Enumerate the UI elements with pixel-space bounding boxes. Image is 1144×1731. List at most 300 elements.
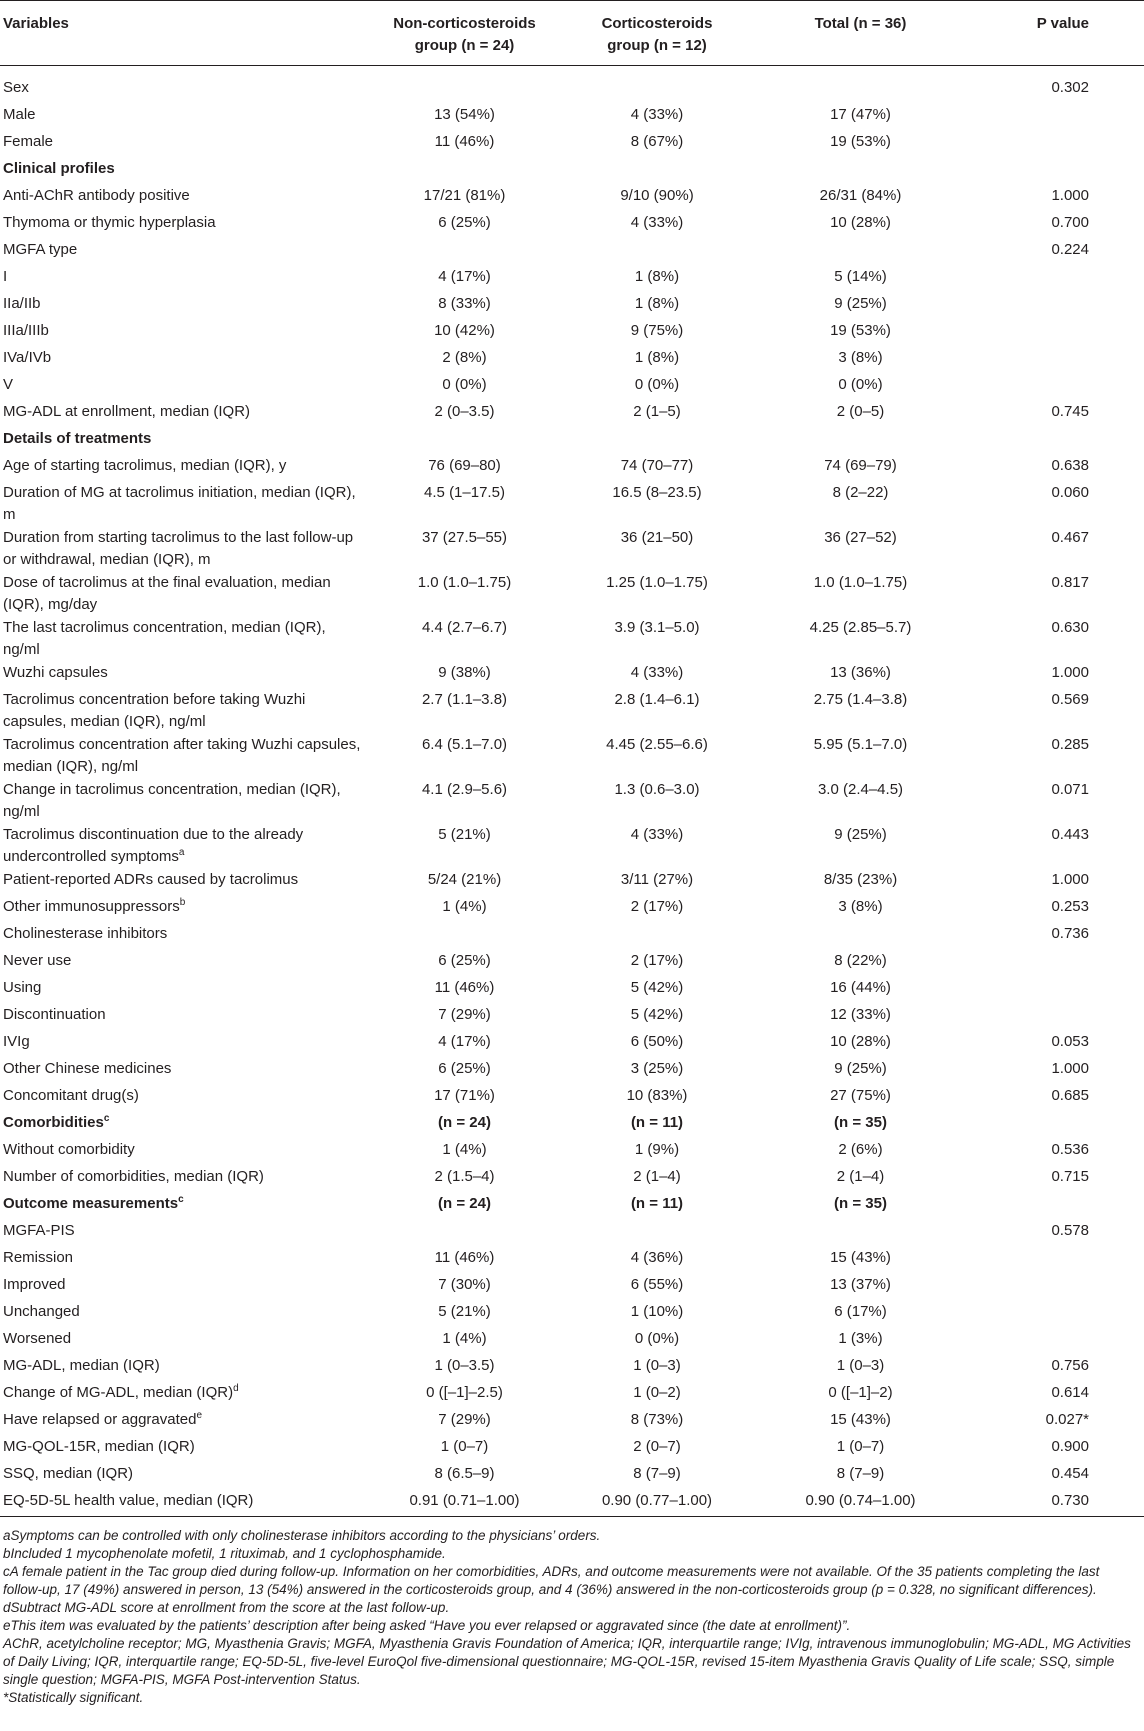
total-cell xyxy=(757,1246,964,1273)
corticosteroids-cell-text: 10 (83%) xyxy=(626,1087,688,1104)
total-cell-text: 5.95 (5.1–7.0) xyxy=(813,736,908,753)
variable-cell-text: Tacrolimus discontinuation due to the already undercontrolled symptoms xyxy=(3,826,304,865)
corticosteroids-cell-text: 4 (33%) xyxy=(630,664,684,681)
p-value-cell-text: 0.253 xyxy=(1051,898,1089,915)
p-value-cell xyxy=(964,733,1144,778)
total-cell xyxy=(757,1327,964,1354)
non-corticosteroids-cell xyxy=(372,1246,557,1273)
total-cell-text: 15 (43%) xyxy=(830,1411,891,1428)
corticosteroids-cell-text: (n = 11) xyxy=(630,1195,684,1212)
non-corticosteroids-cell-text: 1 (0–3.5) xyxy=(434,1357,495,1374)
non-corticosteroids-cell xyxy=(372,1111,557,1138)
corticosteroids-cell-text: 2 (17%) xyxy=(630,898,684,915)
non-corticosteroids-cell-text: 6 (25%) xyxy=(438,952,491,969)
non-corticosteroids-cell-text: 5 (21%) xyxy=(438,1303,491,1320)
p-value-cell xyxy=(964,1327,1144,1354)
footnote-marker: c xyxy=(103,1113,110,1124)
total-cell xyxy=(757,1489,964,1517)
non-corticosteroids-cell xyxy=(372,1057,557,1084)
corticosteroids-cell xyxy=(557,454,757,481)
variable-cell xyxy=(0,1084,372,1111)
table-row xyxy=(0,373,1144,400)
variable-cell-text: The last tacrolimus concentration, median (IQR), ng/ml xyxy=(3,619,326,658)
table-row xyxy=(0,1030,1144,1057)
non-corticosteroids-cell-text: 0 (0%) xyxy=(442,376,487,393)
total-cell xyxy=(757,1273,964,1300)
total-cell-text: 1 (0–3) xyxy=(836,1357,885,1374)
total-cell-text: 17 (47%) xyxy=(830,106,891,123)
total-cell xyxy=(757,688,964,733)
non-corticosteroids-cell xyxy=(372,778,557,823)
non-corticosteroids-cell xyxy=(372,427,557,454)
p-value-cell xyxy=(964,265,1144,292)
non-corticosteroids-cell xyxy=(372,1327,557,1354)
variable-cell-text: Change of MG-ADL, median (IQR) xyxy=(3,1384,234,1401)
variable-cell xyxy=(0,157,372,184)
total-cell-text: 8/35 (23%) xyxy=(823,871,898,888)
table-row xyxy=(0,346,1144,373)
non-corticosteroids-cell xyxy=(372,949,557,976)
total-cell-text: 13 (36%) xyxy=(830,664,891,681)
footnote-line: aSymptoms can be controlled with only cholinesterase inhibitors according to the physicians’ orders. xyxy=(3,1528,601,1543)
corticosteroids-cell xyxy=(557,1084,757,1111)
corticosteroids-cell-text: 5 (42%) xyxy=(630,979,684,996)
corticosteroids-cell-text: 0 (0%) xyxy=(634,1330,680,1347)
table-row xyxy=(0,76,1144,103)
table-row xyxy=(0,1300,1144,1327)
variable-cell xyxy=(0,895,372,922)
table-row xyxy=(0,481,1144,526)
total-cell-text: 2 (1–4) xyxy=(836,1168,885,1185)
corticosteroids-cell-text: 1 (9%) xyxy=(634,1141,680,1158)
non-corticosteroids-cell-text: 4.4 (2.7–6.7) xyxy=(421,619,508,636)
variable-cell-text: Female xyxy=(3,133,54,150)
non-corticosteroids-cell-text: 4.1 (2.9–5.6) xyxy=(421,781,508,798)
variable-cell-text: Concomitant drug(s) xyxy=(3,1087,139,1104)
corticosteroids-cell xyxy=(557,1354,757,1381)
total-cell xyxy=(757,1084,964,1111)
p-value-cell xyxy=(964,292,1144,319)
total-cell-text: 10 (28%) xyxy=(830,214,891,231)
non-corticosteroids-cell xyxy=(372,1435,557,1462)
variable-cell-text: Sex xyxy=(3,79,29,96)
table-row xyxy=(0,211,1144,238)
non-corticosteroids-cell-text: (n = 24) xyxy=(438,1195,491,1212)
corticosteroids-cell-text: 4 (33%) xyxy=(630,826,684,843)
variable-cell xyxy=(0,1462,372,1489)
corticosteroids-cell-text: 2.8 (1.4–6.1) xyxy=(614,691,700,708)
variable-cell-text: Other immunosuppressors xyxy=(3,898,180,915)
corticosteroids-cell xyxy=(557,733,757,778)
p-value-cell xyxy=(964,1219,1144,1246)
variable-cell xyxy=(0,427,372,454)
table-row xyxy=(0,292,1144,319)
footnote-line: *Statistically significant. xyxy=(3,1690,144,1705)
total-cell xyxy=(757,1030,964,1057)
corticosteroids-cell-text: 8 (67%) xyxy=(630,133,684,150)
total-cell-text: 12 (33%) xyxy=(830,1006,891,1023)
non-corticosteroids-cell xyxy=(372,1489,557,1517)
variable-cell xyxy=(0,1300,372,1327)
corticosteroids-cell-text: 1 (8%) xyxy=(634,268,680,285)
table-row xyxy=(0,1246,1144,1273)
footnote-line: eThis item was evaluated by the patients’ description after being asked “Have you ever relapsed or aggravated since (the date at enrollment)”. xyxy=(3,1618,851,1633)
variable-cell-text: MG-ADL, median (IQR) xyxy=(3,1357,160,1374)
total-cell-text: 1 (3%) xyxy=(838,1330,883,1347)
table-row xyxy=(0,1003,1144,1030)
non-corticosteroids-cell-text: 37 (27.5–55) xyxy=(421,529,508,546)
variable-cell-text: Remission xyxy=(3,1249,74,1266)
corticosteroids-cell xyxy=(557,823,757,868)
p-value-cell xyxy=(964,184,1144,211)
p-value-cell xyxy=(964,130,1144,157)
corticosteroids-cell xyxy=(557,1462,757,1489)
total-cell xyxy=(757,868,964,895)
total-cell xyxy=(757,481,964,526)
total-cell-text: 8 (22%) xyxy=(834,952,887,969)
total-cell xyxy=(757,400,964,427)
non-corticosteroids-cell xyxy=(372,1219,557,1246)
total-cell xyxy=(757,1354,964,1381)
p-value-cell xyxy=(964,346,1144,373)
p-value-cell xyxy=(964,157,1144,184)
total-cell-text: 9 (25%) xyxy=(834,826,887,843)
corticosteroids-cell xyxy=(557,1111,757,1138)
variable-cell xyxy=(0,481,372,526)
total-cell-text: 26/31 (84%) xyxy=(819,187,902,204)
corticosteroids-cell xyxy=(557,481,757,526)
p-value-cell-text: 0.053 xyxy=(1051,1033,1089,1050)
corticosteroids-cell xyxy=(557,949,757,976)
p-value-cell xyxy=(964,922,1144,949)
p-value-cell-text: 0.467 xyxy=(1051,529,1089,546)
corticosteroids-cell-text: 4 (36%) xyxy=(630,1249,684,1266)
corticosteroids-cell xyxy=(557,292,757,319)
total-cell-text: 9 (25%) xyxy=(834,1060,887,1077)
variable-cell xyxy=(0,778,372,823)
p-value-cell xyxy=(964,1300,1144,1327)
variable-cell xyxy=(0,265,372,292)
non-corticosteroids-cell-text: 1 (4%) xyxy=(442,1141,487,1158)
variable-cell xyxy=(0,526,372,571)
p-value-cell-text: 0.454 xyxy=(1051,1465,1089,1482)
corticosteroids-cell-text: 9/10 (90%) xyxy=(620,187,694,204)
corticosteroids-cell xyxy=(557,1327,757,1354)
corticosteroids-cell-text: 1 (0–3) xyxy=(633,1357,681,1374)
p-value-cell xyxy=(964,526,1144,571)
table-row xyxy=(0,1408,1144,1435)
total-cell xyxy=(757,184,964,211)
variable-cell xyxy=(0,1111,372,1138)
non-corticosteroids-cell-text: 1 (4%) xyxy=(442,898,487,915)
variable-cell-text: SSQ, median (IQR) xyxy=(3,1465,134,1482)
total-cell-text: 3 (8%) xyxy=(838,349,883,366)
corticosteroids-cell-text: 3/11 (27%) xyxy=(620,871,694,888)
non-corticosteroids-cell xyxy=(372,211,557,238)
p-value-cell-text: 0.736 xyxy=(1051,925,1089,942)
non-corticosteroids-cell xyxy=(372,454,557,481)
corticosteroids-cell xyxy=(557,373,757,400)
total-cell-text: 10 (28%) xyxy=(830,1033,891,1050)
non-corticosteroids-cell-text: 0.91 (0.71–1.00) xyxy=(409,1492,520,1509)
variable-cell-text: Patient-reported ADRs caused by tacrolimus xyxy=(3,871,299,888)
p-value-cell xyxy=(964,1354,1144,1381)
total-cell xyxy=(757,211,964,238)
total-cell-text: 6 (17%) xyxy=(834,1303,887,1320)
p-value-cell-text: 0.900 xyxy=(1051,1438,1089,1455)
non-corticosteroids-cell xyxy=(372,688,557,733)
p-value-cell-text: 0.569 xyxy=(1051,691,1089,708)
non-corticosteroids-cell-text: 9 (38%) xyxy=(438,664,491,681)
non-corticosteroids-cell xyxy=(372,571,557,616)
variable-cell xyxy=(0,1381,372,1408)
corticosteroids-cell xyxy=(557,1300,757,1327)
variable-cell xyxy=(0,400,372,427)
non-corticosteroids-cell-text: 6.4 (5.1–7.0) xyxy=(421,736,508,753)
table-row xyxy=(0,823,1144,868)
variable-cell-text: Improved xyxy=(3,1276,66,1293)
corticosteroids-cell xyxy=(557,238,757,265)
non-corticosteroids-cell-text: 11 (46%) xyxy=(434,979,495,996)
p-value-cell xyxy=(964,1246,1144,1273)
non-corticosteroids-cell-text: 2 (1.5–4) xyxy=(434,1168,495,1185)
corticosteroids-cell xyxy=(557,1408,757,1435)
p-value-cell xyxy=(964,373,1144,400)
variable-cell-text: MG-ADL at enrollment, median (IQR) xyxy=(3,403,251,420)
total-cell xyxy=(757,1435,964,1462)
total-cell-text: 15 (43%) xyxy=(830,1249,891,1266)
variable-cell-text: Other Chinese medicines xyxy=(3,1060,172,1077)
total-cell xyxy=(757,1462,964,1489)
table-row xyxy=(0,1138,1144,1165)
p-value-cell-text: 0.443 xyxy=(1051,826,1089,843)
variable-cell xyxy=(0,76,372,103)
variable-cell xyxy=(0,571,372,616)
corticosteroids-cell-text: 2 (1–4) xyxy=(633,1168,681,1185)
p-value-cell xyxy=(964,1057,1144,1084)
corticosteroids-cell-text: 16.5 (8–23.5) xyxy=(612,484,702,501)
table-row xyxy=(0,400,1144,427)
variable-cell xyxy=(0,823,372,868)
non-corticosteroids-cell xyxy=(372,823,557,868)
non-corticosteroids-cell xyxy=(372,346,557,373)
variable-cell xyxy=(0,373,372,400)
p-value-cell xyxy=(964,1381,1144,1408)
total-cell-text: 74 (69–79) xyxy=(824,457,897,474)
p-value-cell xyxy=(964,1273,1144,1300)
corticosteroids-cell-text: 9 (75%) xyxy=(630,322,684,339)
table-row xyxy=(0,1192,1144,1219)
total-cell xyxy=(757,1408,964,1435)
corticosteroids-cell-text: 1 (8%) xyxy=(634,349,680,366)
p-value-cell-text: 0.224 xyxy=(1051,241,1089,258)
non-corticosteroids-cell xyxy=(372,1462,557,1489)
p-value-cell-text: 1.000 xyxy=(1051,187,1089,204)
corticosteroids-cell-text: 36 (21–50) xyxy=(620,529,694,546)
total-cell-text: 9 (25%) xyxy=(834,295,887,312)
corticosteroids-cell-text: 0 (0%) xyxy=(634,376,680,393)
corticosteroids-cell xyxy=(557,1003,757,1030)
corticosteroids-cell xyxy=(557,1435,757,1462)
variable-cell xyxy=(0,1435,372,1462)
non-corticosteroids-cell-text: 6 (25%) xyxy=(438,1060,491,1077)
variable-cell xyxy=(0,1057,372,1084)
total-cell xyxy=(757,454,964,481)
footnote-marker: d xyxy=(233,1383,239,1394)
corticosteroids-cell xyxy=(557,400,757,427)
variable-cell-text: Duration of MG at tacrolimus initiation, median (IQR), m xyxy=(3,484,356,523)
total-cell xyxy=(757,1192,964,1219)
non-corticosteroids-cell-text: 11 (46%) xyxy=(434,133,495,150)
table-row xyxy=(0,733,1144,778)
total-cell-text: 19 (53%) xyxy=(830,322,891,339)
corticosteroids-cell xyxy=(557,571,757,616)
p-value-cell-text: 0.060 xyxy=(1051,484,1089,501)
variable-cell-text: Anti-AChR antibody positive xyxy=(3,187,190,204)
table-body xyxy=(0,66,1144,1517)
total-cell xyxy=(757,76,964,103)
corticosteroids-cell xyxy=(557,346,757,373)
variable-cell xyxy=(0,868,372,895)
p-value-cell xyxy=(964,868,1144,895)
non-corticosteroids-cell-text: 2 (0–3.5) xyxy=(434,403,495,420)
total-cell xyxy=(757,292,964,319)
variable-cell xyxy=(0,688,372,733)
corticosteroids-cell-text: 1 (8%) xyxy=(634,295,680,312)
non-corticosteroids-cell xyxy=(372,481,557,526)
non-corticosteroids-cell xyxy=(372,1138,557,1165)
total-cell-text: 19 (53%) xyxy=(830,133,891,150)
corticosteroids-cell-text: 8 (73%) xyxy=(630,1411,684,1428)
total-cell xyxy=(757,346,964,373)
total-cell-text: 2.75 (1.4–3.8) xyxy=(813,691,908,708)
non-corticosteroids-cell xyxy=(372,130,557,157)
corticosteroids-cell xyxy=(557,130,757,157)
variable-cell xyxy=(0,976,372,1003)
p-value-cell xyxy=(964,895,1144,922)
footnote-line: dSubtract MG-ADL score at enrollment from the score at the last follow-up. xyxy=(3,1600,450,1615)
non-corticosteroids-cell xyxy=(372,1192,557,1219)
table-row xyxy=(0,895,1144,922)
non-corticosteroids-cell xyxy=(372,238,557,265)
footnote-marker: a xyxy=(178,847,185,858)
corticosteroids-cell xyxy=(557,265,757,292)
variable-cell-text: Without comorbidity xyxy=(3,1141,135,1158)
variable-cell-text: Number of comorbidities, median (IQR) xyxy=(3,1168,264,1185)
total-cell xyxy=(757,778,964,823)
total-cell-text: 2 (6%) xyxy=(838,1141,883,1158)
corticosteroids-cell xyxy=(557,526,757,571)
total-cell xyxy=(757,427,964,454)
table-row xyxy=(0,319,1144,346)
p-value-cell xyxy=(964,1165,1144,1192)
variable-cell-text: MGFA type xyxy=(3,241,78,258)
total-cell-text: 0 ([–1]–2) xyxy=(828,1384,893,1401)
p-value-cell xyxy=(964,1003,1144,1030)
table-row xyxy=(0,1327,1144,1354)
corticosteroids-cell-text: 6 (55%) xyxy=(630,1276,684,1293)
table-row xyxy=(0,130,1144,157)
non-corticosteroids-cell xyxy=(372,265,557,292)
table-header xyxy=(0,1,1144,66)
table-row xyxy=(0,526,1144,571)
corticosteroids-cell-text: 2 (0–7) xyxy=(633,1438,681,1455)
variable-cell-text: I xyxy=(3,268,8,285)
p-value-cell-text: 0.700 xyxy=(1051,214,1089,231)
non-corticosteroids-cell xyxy=(372,526,557,571)
corticosteroids-cell xyxy=(557,616,757,661)
total-cell xyxy=(757,976,964,1003)
header-non-corticosteroids xyxy=(372,1,557,66)
corticosteroids-cell-text: 8 (7–9) xyxy=(633,1465,681,1482)
non-corticosteroids-cell xyxy=(372,1354,557,1381)
total-cell xyxy=(757,319,964,346)
p-value-cell xyxy=(964,427,1144,454)
p-value-cell-text: 0.745 xyxy=(1051,403,1089,420)
non-corticosteroids-cell-text: 4.5 (1–17.5) xyxy=(424,484,505,501)
table-row xyxy=(0,157,1144,184)
table-row xyxy=(0,103,1144,130)
variable-cell-text: IVIg xyxy=(3,1033,30,1050)
variable-cell-text: Comorbidities xyxy=(3,1114,104,1131)
total-cell xyxy=(757,1219,964,1246)
non-corticosteroids-cell xyxy=(372,76,557,103)
variable-cell-text: Wuzhi capsules xyxy=(3,664,108,681)
corticosteroids-cell xyxy=(557,184,757,211)
total-cell xyxy=(757,1003,964,1030)
variable-cell-text: Tacrolimus concentration before taking Wuzhi capsules, median (IQR), ng/ml xyxy=(3,691,306,730)
corticosteroids-cell xyxy=(557,922,757,949)
corticosteroids-cell xyxy=(557,157,757,184)
non-corticosteroids-cell-text: 7 (29%) xyxy=(438,1411,491,1428)
variable-cell xyxy=(0,1192,372,1219)
corticosteroids-cell xyxy=(557,103,757,130)
table-row xyxy=(0,868,1144,895)
variable-cell-text: Tacrolimus concentration after taking Wuzhi capsules, median (IQR), ng/ml xyxy=(3,736,361,775)
header-p-value: P value xyxy=(1036,15,1089,32)
non-corticosteroids-cell xyxy=(372,1084,557,1111)
corticosteroids-cell-text: (n = 11) xyxy=(630,1114,684,1131)
p-value-cell xyxy=(964,1435,1144,1462)
variable-cell xyxy=(0,1354,372,1381)
total-cell xyxy=(757,1381,964,1408)
non-corticosteroids-cell-text: 5 (21%) xyxy=(438,826,491,843)
variable-cell xyxy=(0,1219,372,1246)
total-cell-text: 0 (0%) xyxy=(838,376,883,393)
p-value-cell-text: 0.817 xyxy=(1051,574,1089,591)
variable-cell-text: Cholinesterase inhibitors xyxy=(3,925,168,942)
non-corticosteroids-cell-text: 17/21 (81%) xyxy=(423,187,506,204)
table-row xyxy=(0,1462,1144,1489)
total-cell xyxy=(757,1138,964,1165)
variable-cell xyxy=(0,238,372,265)
variable-cell xyxy=(0,1408,372,1435)
total-cell-text: 3.0 (2.4–4.5) xyxy=(817,781,904,798)
p-value-cell-text: 1.000 xyxy=(1051,871,1089,888)
non-corticosteroids-cell xyxy=(372,1273,557,1300)
spacer-row xyxy=(0,66,1144,77)
table-row xyxy=(0,949,1144,976)
p-value-cell xyxy=(964,571,1144,616)
total-cell-text: (n = 35) xyxy=(834,1114,887,1131)
total-cell xyxy=(757,616,964,661)
non-corticosteroids-cell xyxy=(372,895,557,922)
table-row xyxy=(0,265,1144,292)
table-row xyxy=(0,1057,1144,1084)
non-corticosteroids-cell xyxy=(372,733,557,778)
variable-cell-text: IVa/IVb xyxy=(3,349,52,366)
variable-cell xyxy=(0,733,372,778)
